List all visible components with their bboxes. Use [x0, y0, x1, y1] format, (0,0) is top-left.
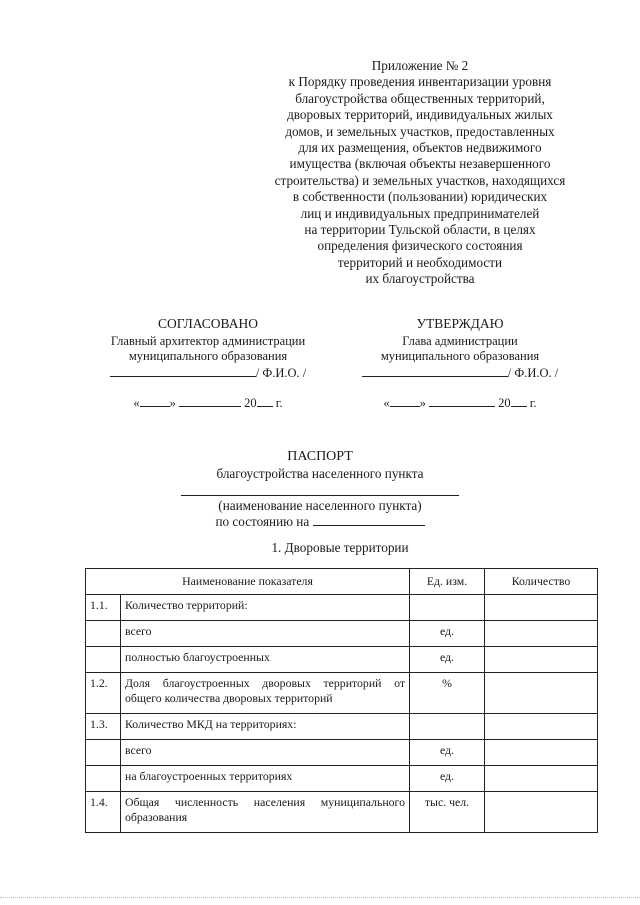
appendix-line: лиц и индивидуальных предпринимателей — [300, 205, 540, 221]
appendix-line: для их размещения, объектов недвижимого — [298, 140, 542, 156]
month-blank[interactable] — [429, 395, 495, 407]
row-quantity-cell[interactable] — [485, 673, 598, 714]
as-of-label: по состоянию на — [215, 514, 310, 529]
year-prefix: 20 — [244, 396, 257, 410]
row-number: 1.2. — [86, 673, 121, 714]
row-quantity-cell[interactable] — [485, 766, 598, 792]
header-indicator: Наименование показателя — [86, 569, 410, 595]
quote-open: « — [383, 396, 390, 410]
quote-open: « — [133, 396, 140, 410]
appendix-line: Приложение № 2 — [371, 58, 469, 73]
row-unit — [410, 714, 485, 740]
row-unit: % — [410, 673, 485, 714]
appendix-line: строительства) и земельных участков, находящихся — [274, 172, 566, 188]
year-suffix: г. — [526, 396, 537, 410]
appendix-line: на территории Тульской области, в целях — [304, 222, 536, 238]
row-indicator: полностью благоустроенных — [121, 647, 410, 673]
quote-close: » — [419, 396, 426, 410]
table-row — [86, 595, 598, 621]
day-blank[interactable] — [390, 395, 420, 407]
settlement-name-caption: (наименование населенного пункта) — [218, 498, 422, 513]
row-number — [86, 766, 121, 792]
appendix-line: имущества (включая объекты незавершенного — [289, 156, 551, 172]
row-number: 1.3. — [86, 714, 121, 740]
appendix-line: территорий и необходимости — [337, 254, 503, 270]
appendix-line: их благоустройства — [365, 271, 475, 287]
row-indicator: Количество территорий: — [121, 595, 410, 621]
header-quantity: Количество — [485, 569, 598, 595]
signature-line[interactable] — [340, 365, 580, 382]
approval-position: Главный архитектор администрации — [110, 333, 306, 348]
appendix-line: домов, и земельных участков, предоставленных — [285, 123, 555, 139]
month-blank[interactable] — [179, 395, 241, 407]
approval-organization: муниципального образования — [128, 349, 288, 363]
row-number: 1.1. — [86, 595, 121, 621]
row-quantity-cell[interactable] — [485, 595, 598, 621]
header-unit: Ед. изм. — [410, 569, 485, 595]
signature-line[interactable] — [88, 365, 328, 382]
appendix-line: благоустройства общественных территорий, — [295, 90, 545, 106]
row-number — [86, 740, 121, 766]
passport-title-block — [0, 448, 640, 530]
scan-edge-divider — [0, 897, 640, 898]
year-blank[interactable] — [257, 395, 273, 407]
approval-block-approved — [340, 316, 580, 412]
approval-organization: муниципального образования — [380, 349, 540, 363]
appendix-line: дворовых территорий, индивидуальных жилых — [287, 107, 553, 123]
date-line[interactable] — [340, 395, 580, 412]
year-prefix: 20 — [498, 396, 511, 410]
appendix-header — [230, 58, 610, 288]
signature-blank[interactable] — [110, 365, 256, 377]
approval-position: Глава администрации — [402, 333, 518, 348]
section-title: 1. Дворовые территории — [271, 540, 409, 555]
table-row — [86, 740, 598, 766]
row-indicator: всего — [121, 740, 410, 766]
row-quantity-cell[interactable] — [485, 792, 598, 833]
year-blank[interactable] — [511, 395, 527, 407]
row-indicator: Количество МКД на территориях: — [121, 714, 410, 740]
table-row — [86, 792, 598, 833]
row-unit: ед. — [410, 766, 485, 792]
row-quantity-cell[interactable] — [485, 647, 598, 673]
table-row — [86, 673, 598, 714]
table-row — [86, 621, 598, 647]
passport-table — [85, 568, 598, 833]
fio-label: / Ф.И.О. / — [255, 365, 307, 380]
approval-heading: СОГЛАСОВАНО — [158, 316, 258, 331]
row-unit: тыс. чел. — [410, 792, 485, 833]
appendix-line: определения физического состояния — [317, 238, 523, 254]
row-indicator: Доля благоустроенных дворовых территорий от общего количества дворовых территорий — [121, 673, 410, 714]
table-row — [86, 647, 598, 673]
year-suffix: г. — [272, 396, 283, 410]
signature-blank[interactable] — [362, 365, 508, 377]
table-row — [86, 714, 598, 740]
appendix-line: в собственности (пользовании) юридических — [292, 189, 548, 205]
row-unit: ед. — [410, 647, 485, 673]
row-number: 1.4. — [86, 792, 121, 833]
row-indicator: всего — [121, 621, 410, 647]
day-blank[interactable] — [140, 395, 170, 407]
row-quantity-cell[interactable] — [485, 621, 598, 647]
row-indicator: Общая численность населения муниципального образования — [121, 792, 410, 833]
quote-close: » — [169, 396, 176, 410]
row-indicator: на благоустроенных территориях — [121, 766, 410, 792]
appendix-line: к Порядку проведения инвентаризации уровня — [288, 74, 552, 90]
row-number — [86, 621, 121, 647]
row-unit: ед. — [410, 621, 485, 647]
date-line[interactable] — [88, 395, 328, 412]
row-quantity-cell[interactable] — [485, 714, 598, 740]
row-unit: ед. — [410, 740, 485, 766]
table-row — [86, 766, 598, 792]
settlement-name-blank[interactable] — [181, 494, 459, 496]
as-of-date-blank[interactable] — [313, 514, 425, 526]
row-number — [86, 647, 121, 673]
fio-label: / Ф.И.О. / — [507, 365, 559, 380]
row-unit — [410, 595, 485, 621]
approval-heading: УТВЕРЖДАЮ — [416, 316, 504, 331]
passport-subtitle: благоустройства населенного пункта — [216, 466, 424, 481]
approval-block-agreed — [88, 316, 328, 412]
table-header-row — [86, 569, 598, 595]
row-quantity-cell[interactable] — [485, 740, 598, 766]
as-of-line[interactable] — [0, 514, 640, 530]
passport-title: ПАСПОРТ — [287, 449, 353, 464]
